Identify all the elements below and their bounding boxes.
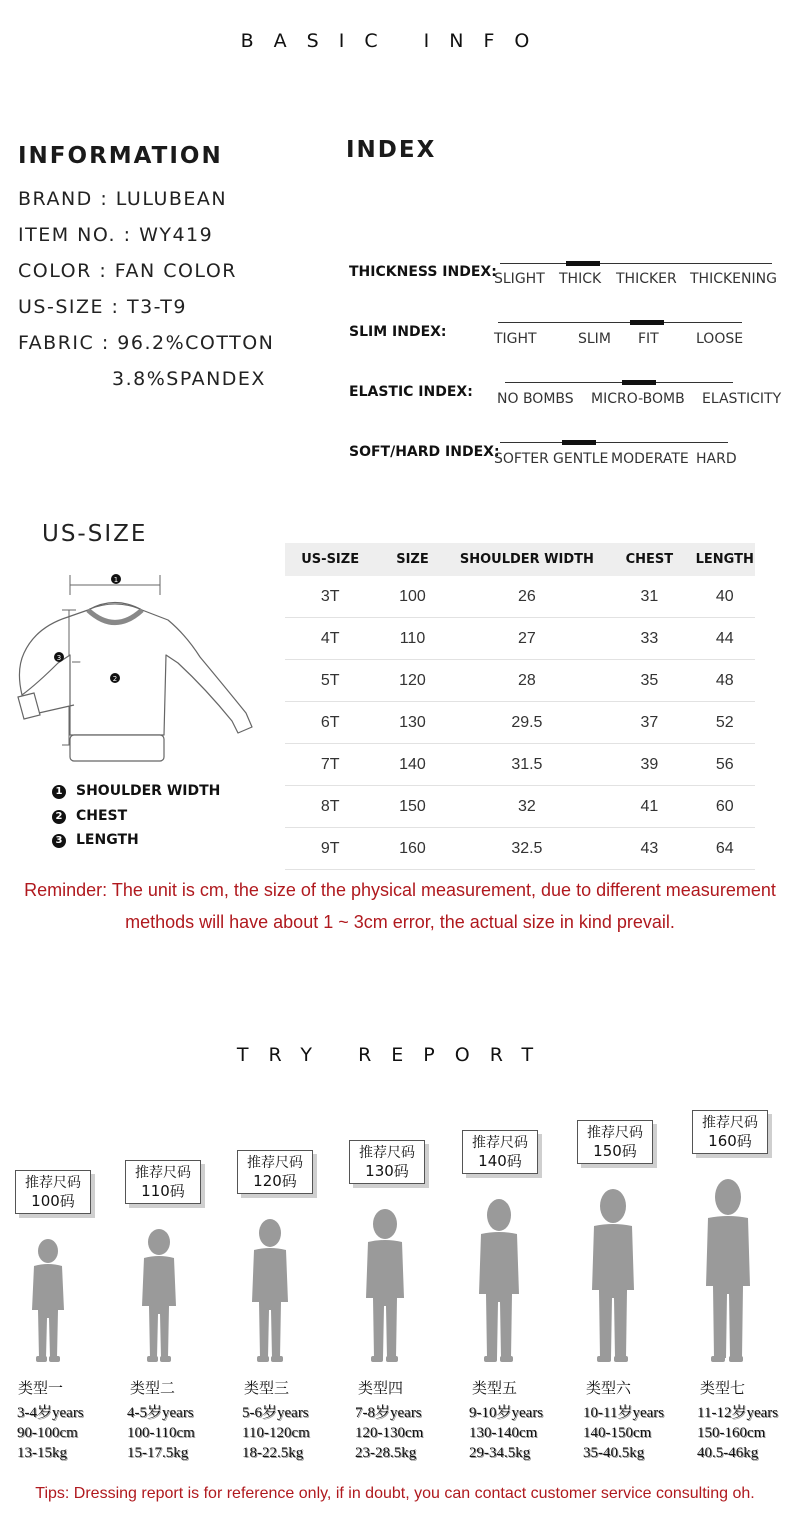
- soft-hard-index-label: SOFT/HARD INDEX:: [349, 444, 500, 460]
- table-cell: 41: [604, 786, 694, 828]
- table-cell: 5T: [285, 660, 375, 702]
- table-cell: 28: [450, 660, 605, 702]
- column-header: CHEST: [604, 543, 694, 576]
- type-label: 类型一: [18, 1379, 64, 1397]
- type-label: 类型四: [358, 1379, 404, 1397]
- table-cell: 3T: [285, 576, 375, 618]
- table-cell: 160: [375, 828, 449, 870]
- legend-item: 1 SHOULDER WIDTH: [52, 783, 220, 799]
- table-row: [285, 576, 755, 618]
- child-silhouette-icon: [248, 1218, 292, 1364]
- column-header: US-SIZE: [285, 543, 375, 576]
- table-row: [285, 828, 755, 870]
- thickness-option: THICK: [559, 271, 602, 287]
- elastic-index-label: ELASTIC INDEX:: [349, 384, 473, 400]
- column-header: LENGTH: [695, 543, 756, 576]
- fabric-line: FABRIC : 96.2%COTTON: [18, 332, 275, 354]
- elastic-index-line: [505, 382, 733, 383]
- elastic-option: NO BOMBS: [497, 391, 574, 407]
- table-cell: 32.5: [450, 828, 605, 870]
- slim-index-line: [498, 322, 742, 323]
- elastic-option: ELASTICITY: [702, 391, 782, 407]
- soft-hard-option: GENTLE: [553, 451, 609, 467]
- table-cell: 52: [695, 702, 756, 744]
- type-label: 类型五: [472, 1379, 518, 1397]
- brand-line: BRAND : LULUBEAN: [18, 188, 228, 210]
- table-cell: 100: [375, 576, 449, 618]
- child-silhouette-icon: [28, 1238, 68, 1364]
- table-cell: 56: [695, 744, 756, 786]
- soft-hard-option: SOFTER: [494, 451, 549, 467]
- recommended-size-box: 推荐尺码 120码: [237, 1150, 313, 1194]
- table-cell: 64: [695, 828, 756, 870]
- slim-option: TIGHT: [494, 331, 537, 347]
- table-row: [285, 786, 755, 828]
- color-line: COLOR : FAN COLOR: [18, 260, 237, 282]
- table-cell: 4T: [285, 618, 375, 660]
- table-cell: 60: [695, 786, 756, 828]
- type-details: 9-10岁years 130-140cm 29-34.5kg: [469, 1405, 544, 1461]
- child-silhouette-icon: [475, 1198, 523, 1364]
- table-cell: 35: [604, 660, 694, 702]
- child-silhouette-icon: [588, 1188, 638, 1364]
- recommended-size-box: 推荐尺码 150码: [577, 1120, 653, 1164]
- index-title: INDEX: [346, 137, 437, 163]
- table-cell: 6T: [285, 702, 375, 744]
- information-title: INFORMATION: [18, 143, 223, 169]
- table-row: [285, 702, 755, 744]
- table-cell: 26: [450, 576, 605, 618]
- table-cell: 110: [375, 618, 449, 660]
- fabric-line-2: 3.8%SPANDEX: [112, 368, 266, 390]
- table-cell: 150: [375, 786, 449, 828]
- type-details: 4-5岁years 100-110cm 15-17.5kg: [127, 1405, 195, 1461]
- slim-option: SLIM: [578, 331, 611, 347]
- us-size-title: US-SIZE: [42, 521, 148, 547]
- table-cell: 37: [604, 702, 694, 744]
- table-row: [285, 618, 755, 660]
- table-cell: 40: [695, 576, 756, 618]
- recommended-size-box: 推荐尺码 160码: [692, 1110, 768, 1154]
- type-label: 类型二: [130, 1379, 176, 1397]
- type-label: 类型三: [244, 1379, 290, 1397]
- legend-item: 3 LENGTH: [52, 832, 139, 848]
- us-size-line: US-SIZE : T3-T9: [18, 296, 187, 318]
- soft-hard-option: MODERATE: [611, 451, 689, 467]
- child-silhouette-icon: [138, 1228, 180, 1364]
- recommended-size-box: 推荐尺码 110码: [125, 1160, 201, 1204]
- item-no-line: ITEM NO. : WY419: [18, 224, 214, 246]
- recommended-size-box: 推荐尺码 140码: [462, 1130, 538, 1174]
- tips-text: Tips: Dressing report is for reference only, if in doubt, you can contact customer service consulting oh.: [35, 1485, 755, 1502]
- type-label: 类型七: [700, 1379, 746, 1397]
- thickness-index-label: THICKNESS INDEX:: [349, 264, 497, 280]
- reminder-line-2: methods will have about 1 ~ 3cm error, the actual size in kind prevail.: [125, 912, 675, 932]
- reminder-line-1: Reminder: The unit is cm, the size of the physical measurement, due to different measurement: [24, 880, 776, 900]
- table-cell: 43: [604, 828, 694, 870]
- table-cell: 48: [695, 660, 756, 702]
- column-header: SIZE: [375, 543, 449, 576]
- diagram-mark-label: 3: [56, 654, 62, 662]
- table-cell: 120: [375, 660, 449, 702]
- basic-info-heading: BASIC INFO: [240, 30, 550, 52]
- slim-option: FIT: [638, 331, 659, 347]
- table-cell: 31: [604, 576, 694, 618]
- legend-item: 2 CHEST: [52, 808, 127, 824]
- table-cell: 8T: [285, 786, 375, 828]
- table-cell: 9T: [285, 828, 375, 870]
- table-cell: 29.5: [450, 702, 605, 744]
- size-table-header: [285, 543, 755, 576]
- table-cell: 31.5: [450, 744, 605, 786]
- thickness-index-marker: [566, 261, 600, 266]
- elastic-index-marker: [622, 380, 656, 385]
- table-cell: 130: [375, 702, 449, 744]
- soft-hard-index-line: [500, 442, 728, 443]
- table-cell: 32: [450, 786, 605, 828]
- soft-hard-index-marker: [562, 440, 596, 445]
- sweater-diagram: [10, 565, 260, 770]
- size-table: [285, 543, 755, 870]
- thickness-index-line: [500, 263, 772, 264]
- child-silhouette-icon: [702, 1178, 754, 1364]
- thickness-option: THICKER: [616, 271, 677, 287]
- column-header: SHOULDER WIDTH: [450, 543, 605, 576]
- table-cell: 33: [604, 618, 694, 660]
- try-report-heading: TRY REPORT: [236, 1044, 554, 1066]
- thickness-option: THICKENING: [690, 271, 777, 287]
- soft-hard-option: HARD: [696, 451, 737, 467]
- table-cell: 39: [604, 744, 694, 786]
- table-cell: 27: [450, 618, 605, 660]
- table-cell: 7T: [285, 744, 375, 786]
- child-silhouette-icon: [362, 1208, 408, 1364]
- type-details: 5-6岁years 110-120cm 18-22.5kg: [242, 1405, 310, 1461]
- type-details: 7-8岁years 120-130cm 23-28.5kg: [355, 1405, 424, 1461]
- elastic-option: MICRO-BOMB: [591, 391, 685, 407]
- table-row: [285, 660, 755, 702]
- slim-index-marker: [630, 320, 664, 325]
- type-details: 3-4岁years 90-100cm 13-15kg: [17, 1405, 84, 1461]
- table-cell: 44: [695, 618, 756, 660]
- type-details: 11-12岁years 150-160cm 40.5-46kg: [697, 1405, 779, 1461]
- diagram-mark-label: 1: [113, 576, 119, 584]
- type-details: 10-11岁years 140-150cm 35-40.5kg: [583, 1405, 665, 1461]
- recommended-size-box: 推荐尺码 100码: [15, 1170, 91, 1214]
- slim-index-label: SLIM INDEX:: [349, 324, 447, 340]
- recommended-size-box: 推荐尺码 130码: [349, 1140, 425, 1184]
- type-label: 类型六: [586, 1379, 632, 1397]
- diagram-mark-label: 2: [112, 675, 118, 683]
- table-row: [285, 744, 755, 786]
- thickness-option: SLIGHT: [494, 271, 545, 287]
- table-cell: 140: [375, 744, 449, 786]
- slim-option: LOOSE: [696, 331, 744, 347]
